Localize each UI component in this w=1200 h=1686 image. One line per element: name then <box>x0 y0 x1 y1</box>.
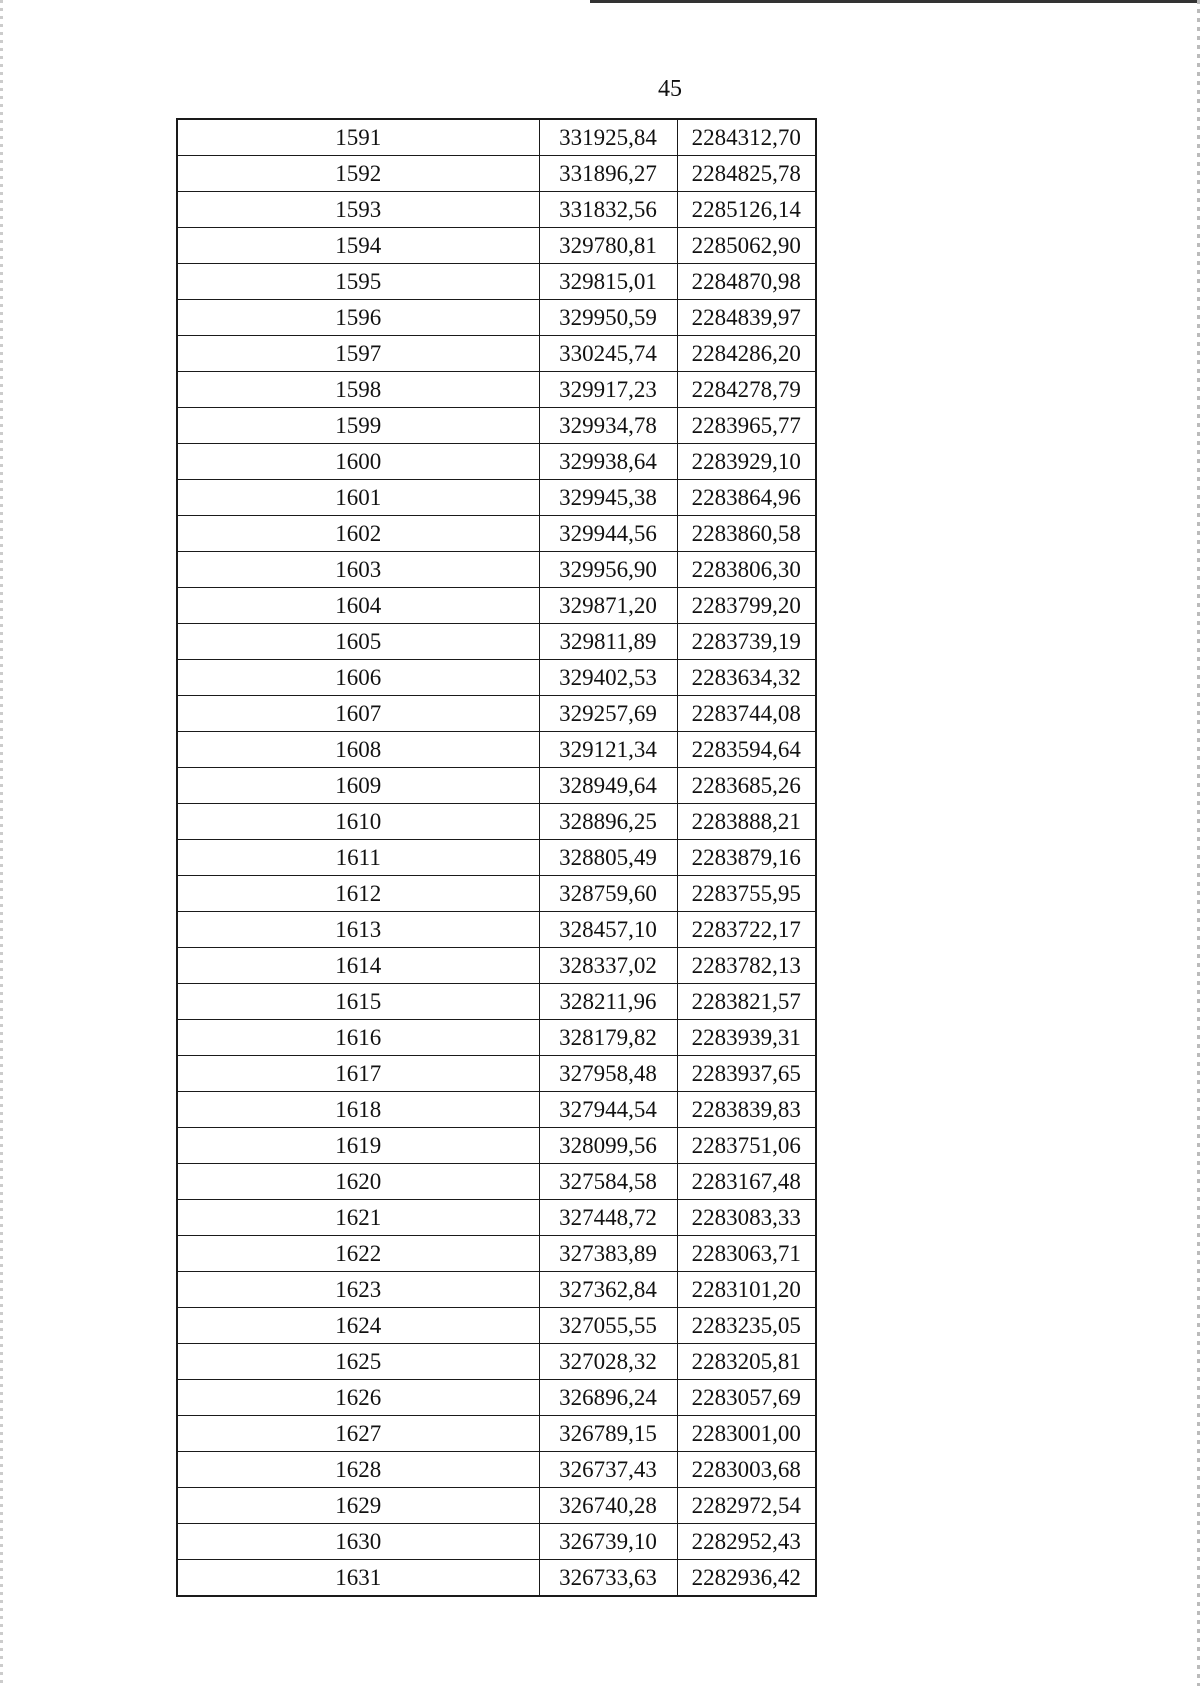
table-row <box>177 876 816 912</box>
point-number-cell: 1596 <box>177 300 539 336</box>
table-row <box>177 1488 816 1524</box>
y-coordinate-cell: 2283001,00 <box>677 1416 816 1452</box>
table-row <box>177 1236 816 1272</box>
point-number-cell: 1613 <box>177 912 539 948</box>
point-number-cell: 1610 <box>177 804 539 840</box>
scan-edge-left <box>0 0 3 1686</box>
x-coordinate-cell: 327383,89 <box>539 1236 677 1272</box>
point-number-cell: 1600 <box>177 444 539 480</box>
y-coordinate-cell: 2283101,20 <box>677 1272 816 1308</box>
table-row <box>177 1452 816 1488</box>
point-number-cell: 1591 <box>177 119 539 156</box>
table-row <box>177 840 816 876</box>
y-coordinate-cell: 2283888,21 <box>677 804 816 840</box>
table-row <box>177 516 816 552</box>
x-coordinate-cell: 327055,55 <box>539 1308 677 1344</box>
x-coordinate-cell: 329938,64 <box>539 444 677 480</box>
point-number-cell: 1599 <box>177 408 539 444</box>
point-number-cell: 1631 <box>177 1560 539 1597</box>
point-number-cell: 1625 <box>177 1344 539 1380</box>
point-number-cell: 1623 <box>177 1272 539 1308</box>
y-coordinate-cell: 2283929,10 <box>677 444 816 480</box>
table-row <box>177 408 816 444</box>
x-coordinate-cell: 328099,56 <box>539 1128 677 1164</box>
point-number-cell: 1615 <box>177 984 539 1020</box>
x-coordinate-cell: 329402,53 <box>539 660 677 696</box>
table-row <box>177 768 816 804</box>
table-row <box>177 480 816 516</box>
point-number-cell: 1604 <box>177 588 539 624</box>
y-coordinate-cell: 2283083,33 <box>677 1200 816 1236</box>
point-number-cell: 1611 <box>177 840 539 876</box>
table-row <box>177 1416 816 1452</box>
table-row <box>177 1092 816 1128</box>
table-row <box>177 1524 816 1560</box>
x-coordinate-cell: 331832,56 <box>539 192 677 228</box>
point-number-cell: 1609 <box>177 768 539 804</box>
table-row <box>177 444 816 480</box>
x-coordinate-cell: 329934,78 <box>539 408 677 444</box>
x-coordinate-cell: 328179,82 <box>539 1020 677 1056</box>
point-number-cell: 1597 <box>177 336 539 372</box>
point-number-cell: 1614 <box>177 948 539 984</box>
y-coordinate-cell: 2283782,13 <box>677 948 816 984</box>
x-coordinate-cell: 328759,60 <box>539 876 677 912</box>
table-row <box>177 552 816 588</box>
x-coordinate-cell: 329257,69 <box>539 696 677 732</box>
x-coordinate-cell: 329811,89 <box>539 624 677 660</box>
x-coordinate-cell: 328457,10 <box>539 912 677 948</box>
y-coordinate-cell: 2283806,30 <box>677 552 816 588</box>
x-coordinate-cell: 328211,96 <box>539 984 677 1020</box>
x-coordinate-cell: 327958,48 <box>539 1056 677 1092</box>
point-number-cell: 1594 <box>177 228 539 264</box>
point-number-cell: 1620 <box>177 1164 539 1200</box>
table-row <box>177 264 816 300</box>
point-number-cell: 1617 <box>177 1056 539 1092</box>
x-coordinate-cell: 329956,90 <box>539 552 677 588</box>
table-row <box>177 624 816 660</box>
table-row <box>177 948 816 984</box>
point-number-cell: 1621 <box>177 1200 539 1236</box>
table-row <box>177 156 816 192</box>
y-coordinate-cell: 2283751,06 <box>677 1128 816 1164</box>
table-row <box>177 1056 816 1092</box>
table-row <box>177 1308 816 1344</box>
y-coordinate-cell: 2283205,81 <box>677 1344 816 1380</box>
x-coordinate-cell: 327584,58 <box>539 1164 677 1200</box>
coordinates-table-body <box>177 119 816 1596</box>
y-coordinate-cell: 2283739,19 <box>677 624 816 660</box>
y-coordinate-cell: 2283860,58 <box>677 516 816 552</box>
x-coordinate-cell: 328896,25 <box>539 804 677 840</box>
x-coordinate-cell: 329945,38 <box>539 480 677 516</box>
point-number-cell: 1626 <box>177 1380 539 1416</box>
table-row <box>177 1272 816 1308</box>
point-number-cell: 1629 <box>177 1488 539 1524</box>
y-coordinate-cell: 2283937,65 <box>677 1056 816 1092</box>
table-row <box>177 1128 816 1164</box>
x-coordinate-cell: 326740,28 <box>539 1488 677 1524</box>
y-coordinate-cell: 2285126,14 <box>677 192 816 228</box>
point-number-cell: 1607 <box>177 696 539 732</box>
x-coordinate-cell: 326739,10 <box>539 1524 677 1560</box>
x-coordinate-cell: 329917,23 <box>539 372 677 408</box>
coordinates-table <box>176 118 817 1597</box>
table-row <box>177 804 816 840</box>
point-number-cell: 1601 <box>177 480 539 516</box>
y-coordinate-cell: 2283003,68 <box>677 1452 816 1488</box>
point-number-cell: 1595 <box>177 264 539 300</box>
y-coordinate-cell: 2283965,77 <box>677 408 816 444</box>
table-row <box>177 912 816 948</box>
table-row <box>177 1020 816 1056</box>
point-number-cell: 1606 <box>177 660 539 696</box>
table-row <box>177 119 816 156</box>
point-number-cell: 1605 <box>177 624 539 660</box>
y-coordinate-cell: 2285062,90 <box>677 228 816 264</box>
y-coordinate-cell: 2283594,64 <box>677 732 816 768</box>
x-coordinate-cell: 330245,74 <box>539 336 677 372</box>
y-coordinate-cell: 2284286,20 <box>677 336 816 372</box>
x-coordinate-cell: 328949,64 <box>539 768 677 804</box>
x-coordinate-cell: 331925,84 <box>539 119 677 156</box>
point-number-cell: 1628 <box>177 1452 539 1488</box>
x-coordinate-cell: 327028,32 <box>539 1344 677 1380</box>
x-coordinate-cell: 329815,01 <box>539 264 677 300</box>
point-number-cell: 1593 <box>177 192 539 228</box>
x-coordinate-cell: 327448,72 <box>539 1200 677 1236</box>
point-number-cell: 1624 <box>177 1308 539 1344</box>
point-number-cell: 1603 <box>177 552 539 588</box>
y-coordinate-cell: 2284870,98 <box>677 264 816 300</box>
x-coordinate-cell: 326789,15 <box>539 1416 677 1452</box>
point-number-cell: 1592 <box>177 156 539 192</box>
y-coordinate-cell: 2283722,17 <box>677 912 816 948</box>
table-row <box>177 300 816 336</box>
x-coordinate-cell: 331896,27 <box>539 156 677 192</box>
y-coordinate-cell: 2283634,32 <box>677 660 816 696</box>
x-coordinate-cell: 328337,02 <box>539 948 677 984</box>
y-coordinate-cell: 2284312,70 <box>677 119 816 156</box>
x-coordinate-cell: 329944,56 <box>539 516 677 552</box>
x-coordinate-cell: 329780,81 <box>539 228 677 264</box>
y-coordinate-cell: 2283879,16 <box>677 840 816 876</box>
y-coordinate-cell: 2284278,79 <box>677 372 816 408</box>
y-coordinate-cell: 2284839,97 <box>677 300 816 336</box>
table-row <box>177 732 816 768</box>
table-row <box>177 696 816 732</box>
point-number-cell: 1602 <box>177 516 539 552</box>
y-coordinate-cell: 2283939,31 <box>677 1020 816 1056</box>
table-row <box>177 1380 816 1416</box>
y-coordinate-cell: 2283839,83 <box>677 1092 816 1128</box>
point-number-cell: 1616 <box>177 1020 539 1056</box>
point-number-cell: 1622 <box>177 1236 539 1272</box>
point-number-cell: 1608 <box>177 732 539 768</box>
table-row <box>177 588 816 624</box>
y-coordinate-cell: 2282952,43 <box>677 1524 816 1560</box>
y-coordinate-cell: 2283235,05 <box>677 1308 816 1344</box>
table-row <box>177 1560 816 1597</box>
x-coordinate-cell: 326737,43 <box>539 1452 677 1488</box>
y-coordinate-cell: 2283799,20 <box>677 588 816 624</box>
table-row <box>177 372 816 408</box>
table-row <box>177 1164 816 1200</box>
point-number-cell: 1627 <box>177 1416 539 1452</box>
point-number-cell: 1612 <box>177 876 539 912</box>
scan-edge-top <box>590 0 1200 3</box>
x-coordinate-cell: 329871,20 <box>539 588 677 624</box>
table-row <box>177 1344 816 1380</box>
point-number-cell: 1618 <box>177 1092 539 1128</box>
page-number: 45 <box>658 76 682 102</box>
y-coordinate-cell: 2283685,26 <box>677 768 816 804</box>
y-coordinate-cell: 2283755,95 <box>677 876 816 912</box>
y-coordinate-cell: 2282936,42 <box>677 1560 816 1597</box>
table-row <box>177 228 816 264</box>
x-coordinate-cell: 329121,34 <box>539 732 677 768</box>
point-number-cell: 1619 <box>177 1128 539 1164</box>
x-coordinate-cell: 327362,84 <box>539 1272 677 1308</box>
x-coordinate-cell: 328805,49 <box>539 840 677 876</box>
y-coordinate-cell: 2283167,48 <box>677 1164 816 1200</box>
table-row <box>177 660 816 696</box>
x-coordinate-cell: 326896,24 <box>539 1380 677 1416</box>
table-row <box>177 1200 816 1236</box>
y-coordinate-cell: 2283057,69 <box>677 1380 816 1416</box>
x-coordinate-cell: 326733,63 <box>539 1560 677 1597</box>
point-number-cell: 1598 <box>177 372 539 408</box>
x-coordinate-cell: 329950,59 <box>539 300 677 336</box>
point-number-cell: 1630 <box>177 1524 539 1560</box>
table-row <box>177 192 816 228</box>
y-coordinate-cell: 2284825,78 <box>677 156 816 192</box>
y-coordinate-cell: 2282972,54 <box>677 1488 816 1524</box>
y-coordinate-cell: 2283744,08 <box>677 696 816 732</box>
x-coordinate-cell: 327944,54 <box>539 1092 677 1128</box>
table-row <box>177 984 816 1020</box>
y-coordinate-cell: 2283864,96 <box>677 480 816 516</box>
y-coordinate-cell: 2283821,57 <box>677 984 816 1020</box>
y-coordinate-cell: 2283063,71 <box>677 1236 816 1272</box>
table-row <box>177 336 816 372</box>
